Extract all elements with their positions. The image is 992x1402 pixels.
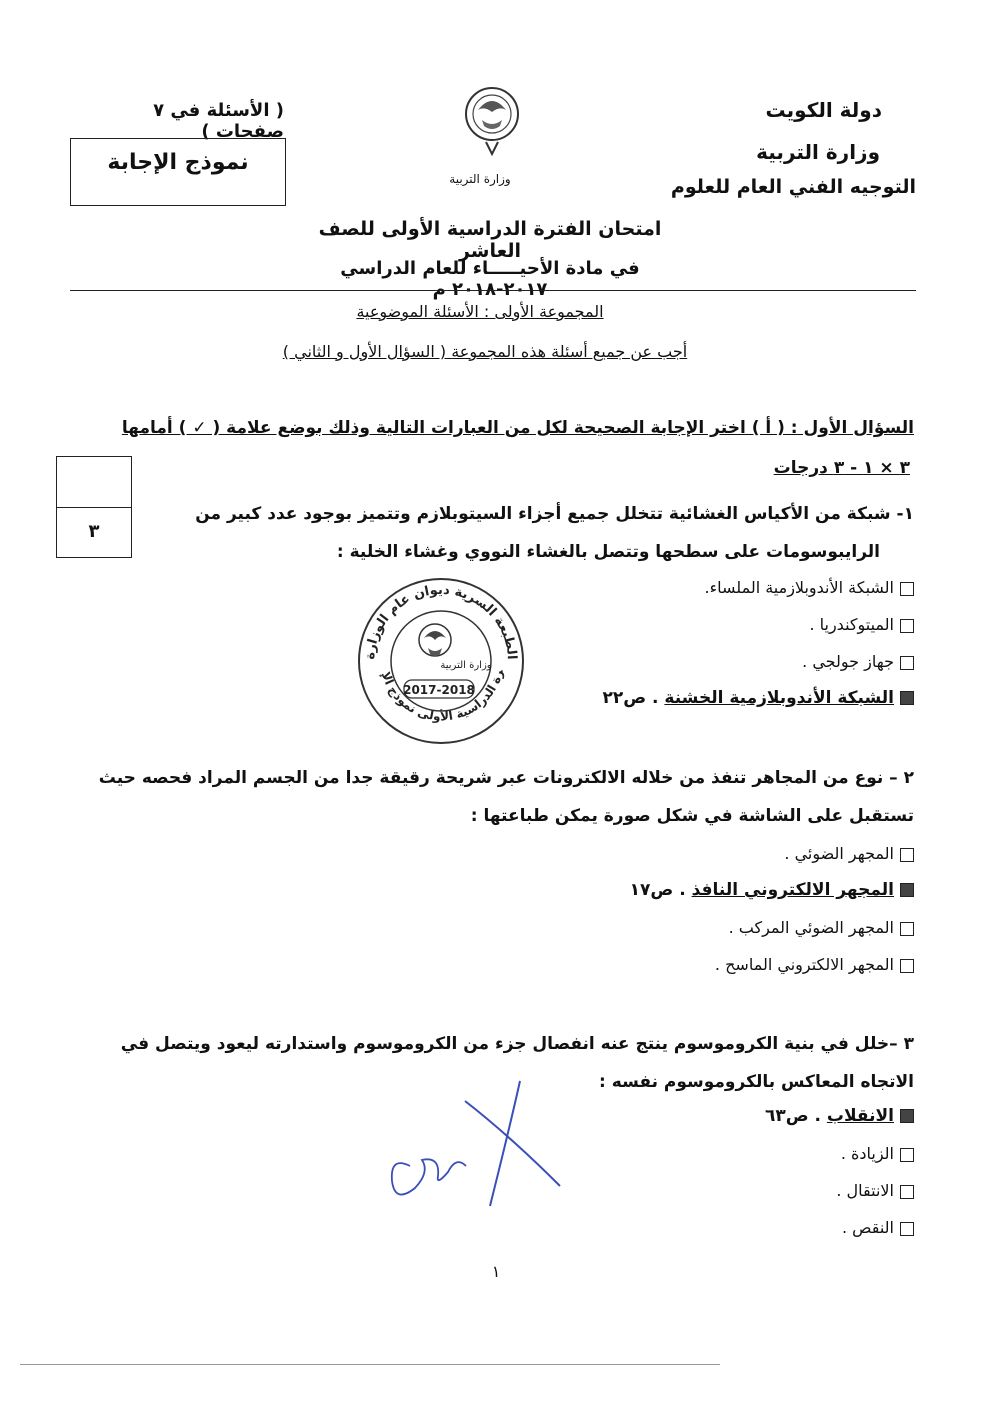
stamp-emblem-icon (419, 624, 451, 656)
score-box-blank (57, 457, 131, 508)
header-divider (70, 290, 916, 291)
ministry-name: وزارة التربية (756, 140, 880, 164)
page-number: ١ (491, 1262, 501, 1281)
item2-stem-line2: تستقبل على الشاشة في شكل صورة يمكن طباعتها : (470, 806, 914, 826)
stamp-inner-text: وزارة التربية (440, 660, 492, 671)
checked-box-icon[interactable] (900, 1109, 914, 1123)
item2-option3[interactable]: المجهر الضوئي المركب . (574, 918, 914, 937)
item1-stem-line2: الرايبوسومات على سطحها وتتصل بالغشاء النووي وغشاء الخلية : (336, 542, 880, 562)
item1-option4-correct[interactable]: الشبكة الأندوبلازمية الخشنة . ص٢٢ (574, 688, 914, 708)
item1-option3[interactable]: جهاز جولجي . (574, 652, 914, 671)
pages-note: ( الأسئلة في ٧ صفحات ) (153, 100, 284, 142)
score-box (56, 456, 132, 558)
checkbox-icon[interactable] (900, 656, 914, 670)
stamp-year: 2017-2018 (403, 683, 475, 697)
checkbox-icon[interactable] (900, 582, 914, 596)
checkbox-icon[interactable] (900, 922, 914, 936)
checkbox-icon[interactable] (900, 1148, 914, 1162)
question1-marks: ٣ × ١ - ٣ درجات (773, 458, 910, 478)
item2-option4[interactable]: المجهر الالكتروني الماسح . (574, 955, 914, 974)
model-answer-box (70, 138, 286, 206)
kuwait-emblem-icon (456, 82, 528, 162)
item3-option4[interactable]: النقص . (574, 1218, 914, 1237)
emblem-caption: وزارة التربية (449, 172, 511, 186)
item1-stem-line1: ١- شبكة من الأكياس الغشائية تتخلل جميع أجزاء السيتوبلازم وتتميز بوجود عدد كبير من (195, 504, 914, 524)
checkbox-icon[interactable] (900, 619, 914, 633)
item2-option2-correct[interactable]: المجهر الالكتروني النافذ . ص١٧ (574, 880, 914, 900)
item2-option1[interactable]: المجهر الضوئي . (574, 844, 914, 863)
checked-box-icon[interactable] (900, 691, 914, 705)
question1-heading: السؤال الأول : ( أ ) اختر الإجابة الصحيحة لكل من العبارات التالية وذلك بوضع علامة ( ✓ ) أمامها (121, 418, 914, 438)
checkbox-icon[interactable] (900, 1222, 914, 1236)
item1-option1[interactable]: الشبكة الأندوبلازمية الملساء. (574, 578, 914, 597)
handwritten-signature (370, 1076, 570, 1216)
item3-option2[interactable]: الزيادة . (574, 1144, 914, 1163)
score-box-value: ٣ (88, 521, 100, 542)
exam-title: امتحان الفترة الدراسية الأولى للصف العاشر (318, 218, 662, 262)
item2-stem-line1: ٢ – نوع من المجاهر تنفذ من خلاله الالكترونات عبر شريحة رقيقة جدا من الجسم المراد فحصه حيث (98, 768, 914, 788)
item3-option3[interactable]: الانتقال . (574, 1181, 914, 1200)
group-title: المجموعة الأولى : الأسئلة الموضوعية (356, 302, 604, 321)
item3-option1-correct[interactable]: الانقلاب . ص٦٣ (574, 1106, 914, 1126)
country-name: دولة الكويت (765, 98, 882, 122)
item3-stem-line2: الاتجاه المعاكس بالكروموسوم نفسه : (599, 1072, 914, 1092)
checked-box-icon[interactable] (900, 883, 914, 897)
stamp-ring-text-bottom: رة الدراسية الأولى نموذج الإجابة (378, 667, 506, 724)
checkbox-icon[interactable] (900, 1185, 914, 1199)
stamp-ring-text: الطبعة السرية ديوان عام الوزارة (362, 582, 520, 661)
official-stamp (352, 576, 530, 746)
subject-line: في مادة الأحيـــــاء للعام الدراسي ٢٠١٧-٢٠١٨ م (340, 258, 640, 300)
bottom-scan-line (20, 1364, 720, 1365)
group-instruction: أجب عن جميع أسئلة هذه المجموعة ( السؤال الأول و الثاني ) (282, 342, 688, 361)
item1-option2[interactable]: الميتوكندريا . (574, 615, 914, 634)
checkbox-icon[interactable] (900, 959, 914, 973)
model-answer-label: نموذج الإجابة (107, 150, 249, 175)
item3-stem-line1: ٣ –خلل في بنية الكروموسوم ينتج عنه انفصال جزء من الكروموسوم واستدارته ليعود ويتصل في (120, 1034, 914, 1054)
department-name: التوجيه الفني العام للعلوم (670, 176, 916, 198)
checkbox-icon[interactable] (900, 848, 914, 862)
